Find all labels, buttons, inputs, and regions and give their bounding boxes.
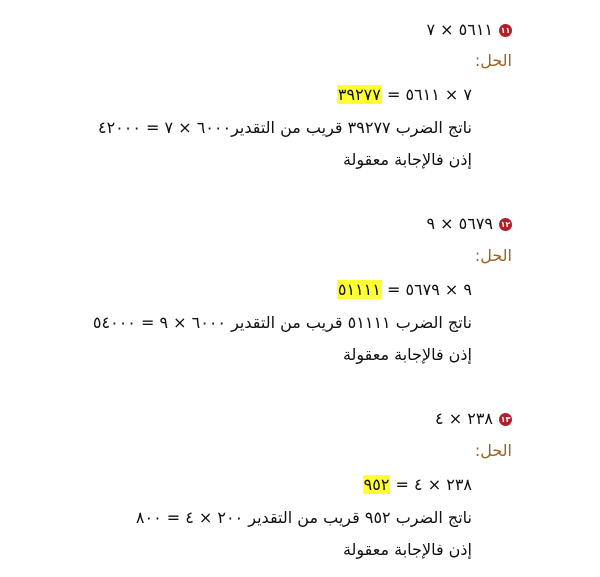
solution-label: الحل: bbox=[474, 246, 512, 265]
equation-answer-highlight: ٥١١١١ bbox=[337, 280, 381, 299]
question-number-badge: ١٣ bbox=[500, 414, 511, 424]
estimate-line-13: ناتج الضرب ٩٥٢ قريب من التقدير ٢٠٠ × ٤ = ٨٠٠ bbox=[135, 508, 472, 527]
solution-label-12 bbox=[475, 242, 512, 270]
equation-expression: ٩ × ٥٦٧٩ = bbox=[386, 280, 472, 299]
solution-label: الحل: bbox=[474, 441, 512, 460]
equation-11 bbox=[337, 81, 472, 109]
solution-label-13 bbox=[475, 437, 512, 465]
equation-12 bbox=[337, 276, 472, 304]
conclusion-11: إذن فالإجابة معقولة bbox=[342, 150, 472, 169]
equation-answer-highlight: ٣٩٢٧٧ bbox=[337, 85, 381, 104]
question-13 bbox=[435, 405, 512, 433]
estimate-line-12: ناتج الضرب ٥١١١١ قريب من التقدير ٦٠٠٠ × ٩ = ٥٤٠٠٠ bbox=[92, 313, 472, 332]
equation-expression: ٢٣٨ × ٤ = bbox=[395, 475, 472, 494]
question-text: ٥٦٧٩ × ٩ bbox=[426, 214, 493, 233]
estimate-line-11: ناتج الضرب ٣٩٢٧٧ قريب من التقدير٦٠٠٠ × ٧ = ٤٢٠٠٠ bbox=[97, 118, 472, 137]
question-12 bbox=[426, 210, 512, 238]
question-number-badge: ١٢ bbox=[500, 219, 511, 229]
question-text: ٢٣٨ × ٤ bbox=[435, 409, 493, 428]
solution-label: الحل: bbox=[474, 51, 512, 70]
conclusion-12: إذن فالإجابة معقولة bbox=[342, 345, 472, 364]
conclusion-13: إذن فالإجابة معقولة bbox=[342, 540, 472, 559]
question-text: ٥٦١١ × ٧ bbox=[426, 20, 493, 39]
solution-label-11 bbox=[475, 47, 512, 75]
question-11 bbox=[426, 16, 512, 44]
equation-answer-highlight: ٩٥٢ bbox=[363, 475, 390, 494]
question-number-badge: ١١ bbox=[500, 25, 511, 35]
equation-expression: ٧ × ٥٦١١ = bbox=[386, 85, 472, 104]
equation-13 bbox=[363, 471, 472, 499]
